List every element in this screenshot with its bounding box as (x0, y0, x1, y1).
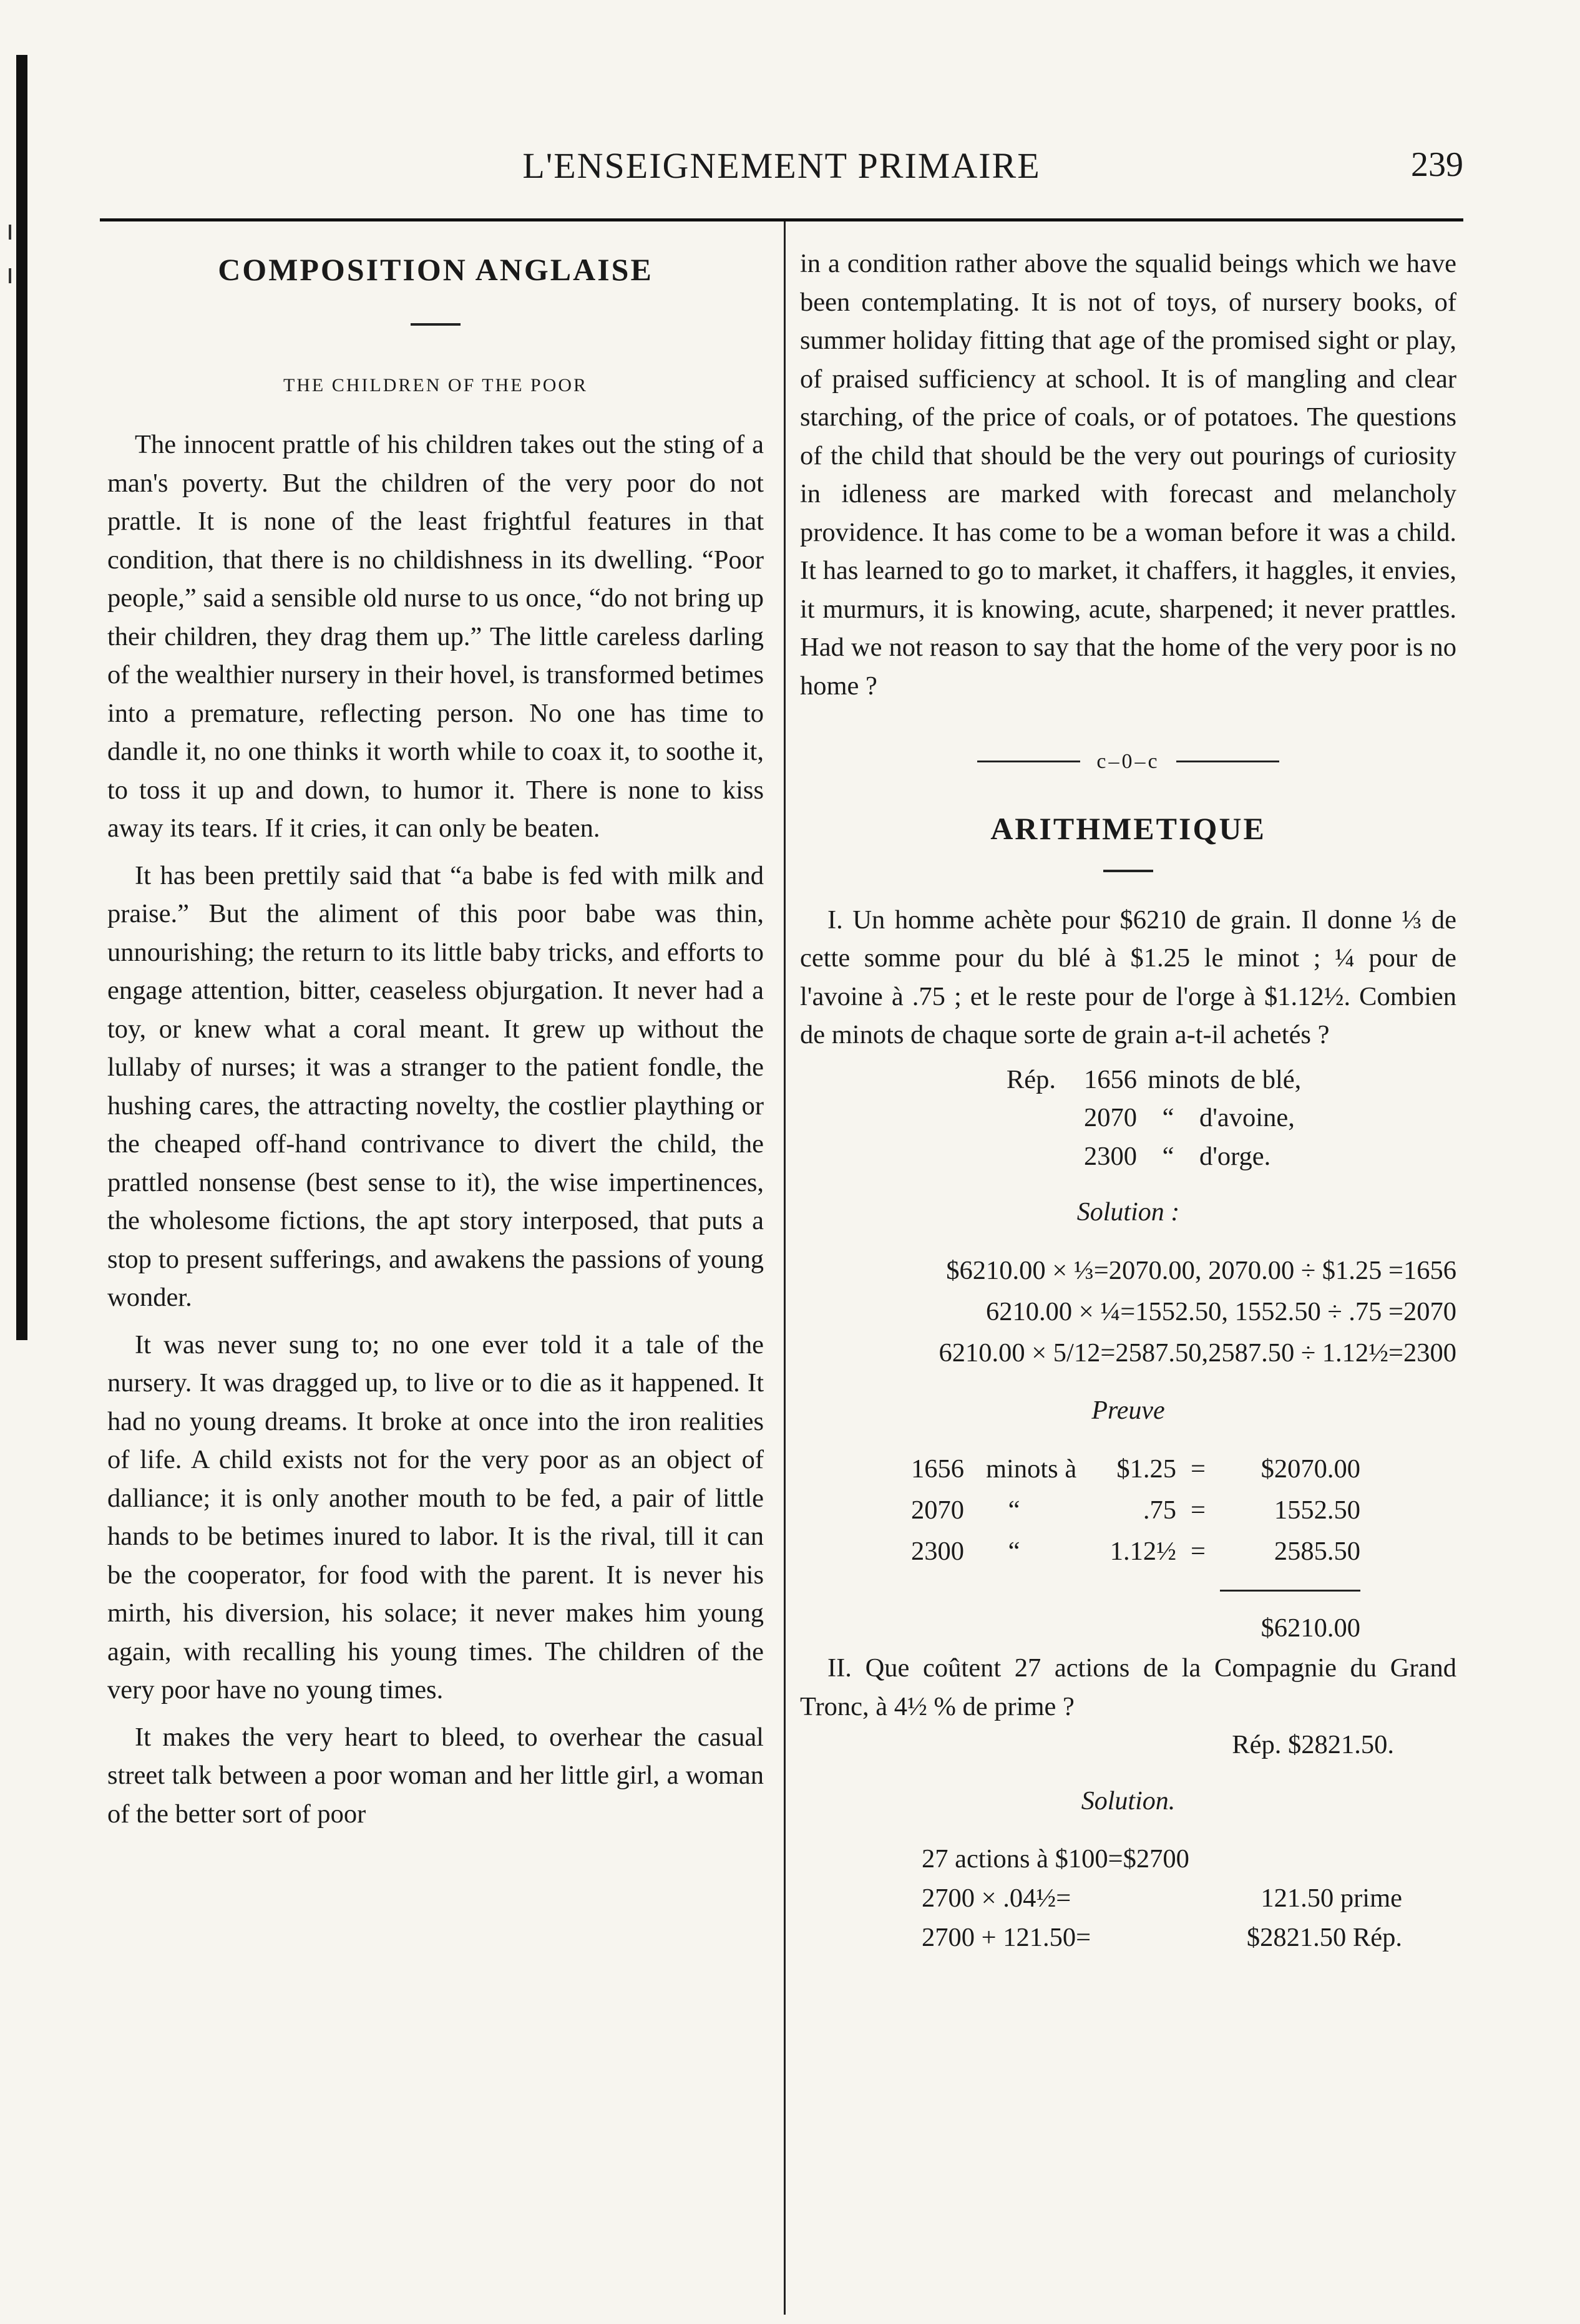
solution-row (922, 1839, 1456, 1879)
left-column (107, 245, 764, 1833)
solution-row (922, 1879, 1456, 1918)
section-heading: COMPOSITION ANGLAISE (218, 252, 653, 287)
solution-table (922, 1839, 1456, 1957)
answer-qty: 2070 (1084, 1103, 1137, 1133)
answer-grain: d'orge. (1199, 1141, 1271, 1171)
solution-line: 6210.00 × 5/12=2587.50,2587.50 ÷ 1.12½=2300 (939, 1338, 1456, 1368)
answer-row (800, 1137, 1456, 1176)
solution-label: Solution. (1081, 1786, 1176, 1816)
proof-table (911, 1449, 1456, 1649)
heading-rule (411, 323, 461, 326)
solution-expr: 27 actions à $100=$2700 (922, 1844, 1189, 1874)
answer-ditto: “ (1162, 1103, 1174, 1133)
ornament-line (1176, 761, 1279, 762)
proof-row (911, 1490, 1456, 1531)
proof-equals: = (1191, 1495, 1206, 1525)
solution-line: 6210.00 × ¼=1552.50, 1552.50 ÷ .75 =2070 (986, 1297, 1456, 1327)
solution-label: Solution : (1076, 1198, 1180, 1227)
proof-rate: .75 (1143, 1495, 1176, 1525)
answer-line: Rép. $2821.50. (1232, 1730, 1394, 1760)
proof-unit: minots à (986, 1454, 1077, 1484)
proof-value: $2070.00 (1261, 1454, 1360, 1484)
proof-label: Preuve (1091, 1396, 1165, 1426)
answer-label: Rép. (1006, 1064, 1056, 1094)
scan-edge-bar (16, 55, 27, 1340)
proof-qty: 1656 (911, 1454, 964, 1484)
article-title: THE CHILDREN OF THE POOR (283, 375, 588, 396)
solution-result: 121.50 prime (1261, 1883, 1402, 1913)
paragraph: The innocent prattle of his children takes out the sting of a man's poverty. But the children of the very poor do not prattle. It is none of the least frightful features in that condition, that there is no childishness in its dwelling. “Poor people,” said a sensible old nurse to us once, “do not bring up their children, they drag them up.” The little careless darling of the wealthier nursery in their hovel, is transformed betimes into a premature, reflecting person. No one has time to dandle it, no one thinks it worth while to coax it, to soothe it, to toss it up and down, to humor it. There is none to kiss away its tears. If it cries, it can only be beaten. (107, 430, 764, 843)
scan-edge-mark (9, 268, 11, 283)
proof-rate: $1.25 (1116, 1454, 1176, 1484)
solution-expr: 2700 × .04½= (922, 1883, 1071, 1913)
proof-ditto: “ (1008, 1495, 1020, 1525)
answer-grain: d'avoine, (1199, 1103, 1295, 1133)
problem-statement: I. Un homme achète pour $6210 de grain. Il donne ⅓ de cette somme pour du blé à $1.25 le minot ; ¼ pour de l'avoine à .75 ; et le reste pour de l'orge à $1.12½. Combien de minots de chaque sorte de grain a-t-il achetés ? (800, 905, 1456, 1050)
solution-row (922, 1918, 1456, 1957)
heading-rule (1103, 870, 1153, 872)
proof-equals: = (1191, 1454, 1206, 1484)
scan-edge-mark (9, 225, 11, 240)
answer-row (800, 1099, 1456, 1137)
proof-qty: 2070 (911, 1495, 964, 1525)
proof-qty: 2300 (911, 1537, 964, 1567)
solution-line: $6210.00 × ⅓=2070.00, 2070.00 ÷ $1.25 =1656 (946, 1256, 1456, 1286)
answer-grain: de blé, (1231, 1064, 1302, 1094)
solution-expr: 2700 + 121.50= (922, 1922, 1091, 1952)
proof-total: $6210.00 (1220, 1590, 1360, 1649)
paragraph: It was never sung to; no one ever told it a tale of the nursery. It was dragged up, to live or to die as it happened. It had no young dreams. It broke at once into the iron realities of life. A child exists not for the very poor as an object of dalliance; it is only another mouth to be fed, a pair of little hands to be betimes inured to labor. It is the rival, till it can be the cooperator, for food with the parent. It is never his mirth, his diversion, his solace; it never makes him young again, with recalling his young times. The children of the very poor have no young times. (107, 1330, 764, 1704)
answer-unit: minots (1148, 1064, 1220, 1094)
section-ornament (800, 744, 1456, 777)
proof-value: 1552.50 (1274, 1495, 1360, 1525)
solution-result: $2821.50 Rép. (1246, 1922, 1402, 1952)
proof-equals: = (1191, 1537, 1206, 1567)
header-rule (100, 218, 1463, 221)
problem-statement: II. Que coûtent 27 actions de la Compagnie du Grand Tronc, à 4½ % de prime ? (800, 1653, 1456, 1721)
proof-row (911, 1531, 1456, 1572)
answer-ditto: “ (1162, 1141, 1174, 1171)
page-number: 239 (1411, 145, 1463, 184)
running-title: L'ENSEIGNEMENT PRIMAIRE (522, 145, 1041, 186)
proof-ditto: “ (1008, 1537, 1020, 1567)
answer-qty: 2300 (1084, 1141, 1137, 1171)
right-column (800, 245, 1456, 1957)
column-divider (784, 221, 786, 2315)
page-header (100, 145, 1463, 201)
ornament-glyph: c–0–c (1096, 749, 1160, 773)
paragraph: It has been prettily said that “a babe is fed with milk and praise.” But the aliment of this poor babe was thin, unnourishing; the return to its little baby tricks, and efforts to engage attention, bitter, ceaseless objurgation. It never had a toy, or knew what a coral meant. It grew up without the lullaby of nurses; it was a stranger to the patient fondle, the hushing cares, the attracting novelty, the costlier plaything or the cheaped off-hand contrivance to divert the child, the prattled nonsense (best sense to it), the wise impertinences, the wholesome fictions, the apt story interposed, that puts a stop to present sufferings, and awakens the passions of young wonder. (107, 860, 764, 1312)
proof-value: 2585.50 (1274, 1537, 1360, 1567)
paragraph-continuation: in a condition rather above the squalid beings which we have been contemplating. It is not of toys, of nursery books, of summer holiday fitting that age of the promised sight or play, of praised sufficiency at school. It is of mangling and clear starching, of the price of coals, or of potatoes. The questions of the child that should be the very out pourings of curiosity in idleness are marked with forecast and melancholy providence. It has come to be a woman before it was a child. It has learned to go to market, it chaffers, it haggles, it envies, it murmurs, it is knowing, acute, sharpened; it never prattles. Had we not reason to say that the home of the very poor is no home ? (800, 249, 1456, 701)
proof-total-row (911, 1590, 1456, 1649)
answer-qty: 1656 (1084, 1064, 1137, 1094)
paragraph: It makes the very heart to bleed, to overhear the casual street talk between a poor woman and her little girl, a woman of the better sort of poor (107, 1722, 764, 1829)
section-heading: ARITHMETIQUE (990, 810, 1266, 846)
answer-block (800, 1061, 1456, 1176)
proof-rate: 1.12½ (1109, 1537, 1176, 1567)
answer-row (800, 1061, 1456, 1099)
ornament-line (977, 761, 1080, 762)
proof-row (911, 1449, 1456, 1490)
